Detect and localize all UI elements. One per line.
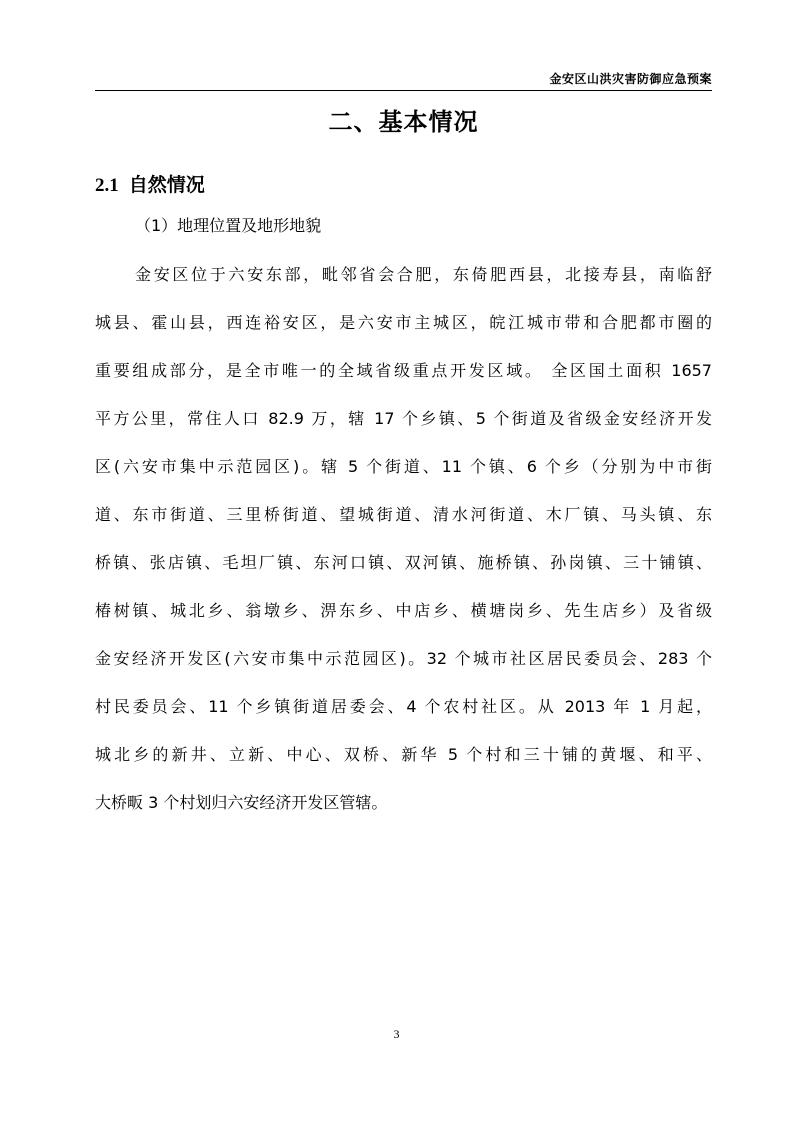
paragraph-line: 金安区位于六安东部，毗邻省会合肥，东倚肥西县，北接寿县，南临舒 (135, 265, 712, 284)
paragraph-line: 大桥畈 3 个村划归六安经济开发区管辖。 (95, 793, 388, 812)
header-rule (95, 90, 712, 91)
subsection-heading: （1）地理位置及地形地貌 (135, 216, 322, 235)
page-number: 3 (393, 1027, 400, 1041)
paragraph-line: 道、东市街道、三里桥街道、望城街道、清水河街道、木厂镇、马头镇、东 (95, 505, 712, 524)
running-header: 金安区山洪灾害防御应急预案 (549, 72, 712, 86)
section-title: 自然情况 (128, 174, 205, 196)
chapter-title: 二、基本情况 (328, 108, 479, 136)
paragraph-line: 重要组成部分，是全市唯一的全域省级重点开发区域。 全区国土面积 1657 (95, 361, 712, 380)
paragraph-line: 金安经济开发区(六安市集中示范园区)。32 个城市社区居民委员会、283 个 (95, 649, 712, 668)
paragraph-line: 城县、霍山县，西连裕安区，是六安市主城区，皖江城市带和合肥都市圈的 (95, 313, 712, 332)
paragraph-line: 城北乡的新井、立新、中心、双桥、新华 5 个村和三十铺的黄堰、和平、 (95, 745, 712, 764)
section-heading (95, 170, 205, 200)
paragraph-line: 村民委员会、11 个乡镇街道居委会、4 个农村社区。从 2013 年 1 月起， (95, 697, 712, 716)
paragraph-line: 桥镇、张店镇、毛坦厂镇、东河口镇、双河镇、施桥镇、孙岗镇、三十铺镇、 (95, 553, 712, 572)
paragraph-line: 椿树镇、城北乡、翁墩乡、淠东乡、中店乡、横塘岗乡、先生店乡）及省级 (95, 601, 712, 620)
paragraph-line: 平方公里，常住人口 82.9 万，辖 17 个乡镇、5 个街道及省级金安经济开发 (95, 409, 712, 428)
paragraph-line: 区(六安市集中示范园区)。辖 5 个街道、11 个镇、6 个乡（分别为中市街 (95, 457, 712, 476)
section-number: 2.1 (95, 175, 119, 196)
